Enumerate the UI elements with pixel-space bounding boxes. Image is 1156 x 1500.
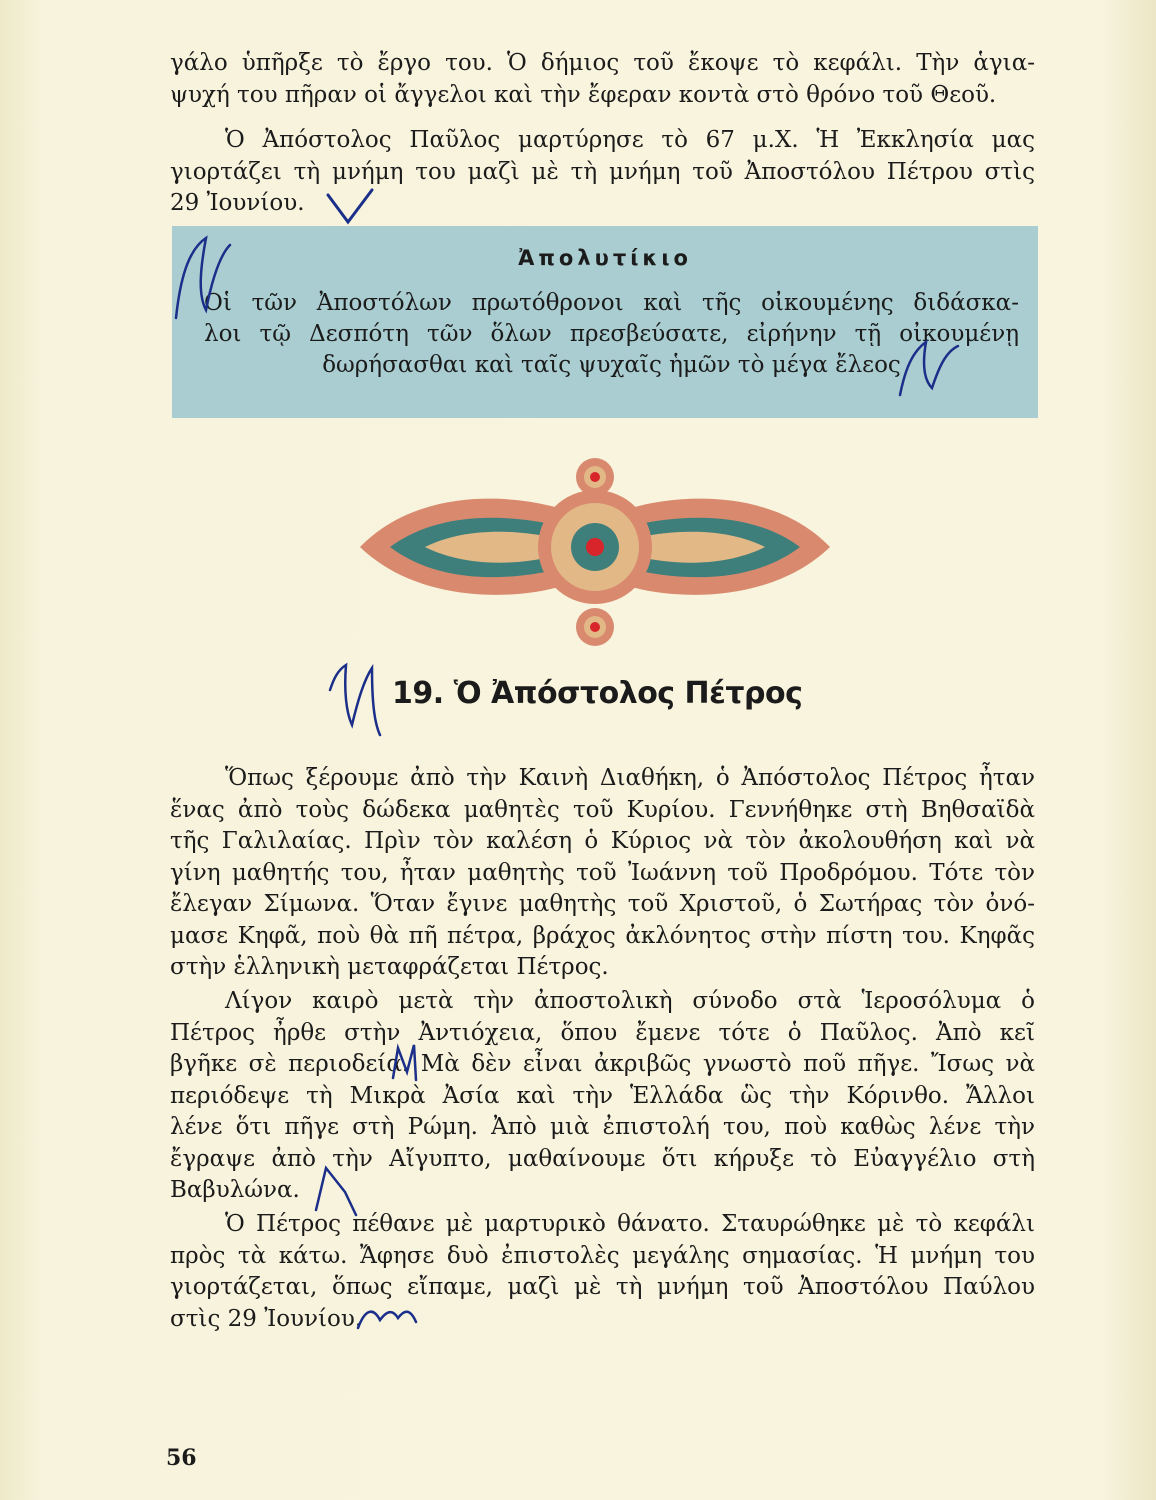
body-paragraph-3 [170, 1209, 1035, 1335]
ornament-right-wing [625, 499, 830, 595]
text-line: Λίγον καιρὸ μετὰ τὴν ἀποστολικὴ σύνοδο στὰ Ἱεροσόλυμα ὁ [225, 988, 1035, 1014]
intro-paragraph-2 [170, 125, 1035, 220]
ornament-illustration [350, 455, 840, 675]
text-line: γίνη μαθητής του, ἦταν μαθητὴς τοῦ Ἰωάννη τοῦ Προδρόμου. Τότε τὸν [170, 859, 1035, 886]
body-paragraph-1 [170, 763, 1035, 984]
ornament-left-wing [360, 499, 565, 595]
apolytikio-title: Ἀπολυτίκιο [518, 246, 692, 270]
ornament-top-disc [576, 458, 614, 496]
page-number: 56 [166, 1445, 197, 1471]
body-paragraph-2 [170, 986, 1035, 1207]
section-title: 19. Ὁ Ἀπόστολος Πέτρος [392, 676, 803, 711]
text-line: λένε ὅτι πῆγε στὴ Ρώμη. Ἀπὸ μιὰ ἐπιστολή του, ποὺ καθὼς λένε τὴν [170, 1114, 1035, 1140]
text-line: στὴν ἑλληνικὴ μεταφράζεται Πέτρος. [170, 954, 609, 980]
text-line: ἔγραψε ἀπὸ τὴν Αἴγυπτο, μαθαίνουμε ὅτι κήρυξε τὸ Εὐαγγέλιο στὴ [170, 1145, 1035, 1172]
text-line: τῆς Γαλιλαίας. Πρὶν τὸν καλέση ὁ Κύριος νὰ τὸν ἀκολουθήση καὶ νὰ [170, 828, 1035, 854]
text-line: ἕνας ἀπὸ τοὺς δώδεκα μαθητὲς τοῦ Κυρίου. Γεννήθηκε στὴ Βηθσαϊδὰ [170, 796, 1035, 823]
text-line: στὶς 29 Ἰουνίου. [170, 1305, 363, 1332]
text-line: Οἱ τῶν Ἀποστόλων πρωτόθρονοι καὶ τῆς οἰκουμένης διδάσκα- [204, 290, 1019, 316]
text-line: Πέτρος ἦρθε στὴν Ἀντιόχεια, ὅπου ἔμενε τότε ὁ Παῦλος. Ἀπὸ κεῖ [170, 1019, 1035, 1046]
text-line: Βαβυλώνα. [170, 1177, 300, 1203]
text-line: περιόδεψε τὴ Μικρὰ Ἀσία καὶ τὴν Ἑλλάδα ὣς τὴν Κόρινθο. Ἄλλοι [170, 1082, 1035, 1109]
ornament-center-disc [538, 490, 652, 604]
apolytikio-box [172, 226, 1038, 418]
text-line: δωρήσασθαι καὶ ταῖς ψυχαῖς ἡμῶν τὸ μέγα ἔλεος [322, 352, 901, 378]
apolytikio-text [204, 288, 1019, 381]
text-line: μασε Κηφᾶ, ποὺ θὰ πῆ πέτρα, βράχος ἀκλόνητος στὴν πίστη του. Κηφᾶς [170, 922, 1035, 949]
text-line: Ὅπως ξέρουμε ἀπὸ τὴν Καινὴ Διαθήκη, ὁ Ἀπόστολος Πέτρος ἦταν [225, 765, 1035, 791]
ornament-bottom-disc [576, 608, 614, 646]
text-line: γιορτάζει τὴ μνήμη του μαζὶ μὲ τὴ μνήμη τοῦ Ἀποστόλου Πέτρου στὶς [170, 158, 1035, 185]
text-line: λοι τῷ Δεσπότη τῶν ὅλων πρεσβεύσατε, εἰρήνην τῇ οἰκουμένῃ [204, 321, 1019, 347]
text-line: γάλο ὑπῆρξε τὸ ἔργο του. Ὁ δήμιος τοῦ ἔκοψε τὸ κεφάλι. Τὴν ἁγια- [170, 50, 1035, 76]
text-line: ψυχή του πῆραν οἱ ἄγγελοι καὶ τὴν ἔφεραν κοντὰ στὸ θρόνο τοῦ Θεοῦ. [170, 81, 997, 108]
text-line: βγῆκε σὲ περιοδεία. Μὰ δὲν εἶναι ἀκριβῶς γνωστὸ ποῦ πῆγε. Ἴσως νὰ [170, 1051, 1035, 1077]
text-line: 29 Ἰουνίου. [170, 190, 305, 216]
text-line: Ὁ Ἀπόστολος Παῦλος μαρτύρησε τὸ 67 μ.Χ. Ἡ Ἐκκλησία μας [225, 127, 1035, 153]
text-line: γιορτάζεται, ὅπως εἴπαμε, μαζὶ μὲ τὴ μνήμη τοῦ Ἀποστόλου Παύλου [170, 1274, 1035, 1300]
text-line: ἔλεγαν Σίμωνα. Ὅταν ἔγινε μαθητὴς τοῦ Χριστοῦ, ὁ Σωτήρας τὸν ὀνό- [170, 891, 1035, 917]
text-line: πρὸς τὰ κάτω. Ἄφησε δυὸ ἐπιστολὲς μεγάλης σημασίας. Ἡ μνήμη του [170, 1242, 1035, 1269]
text-line: Ὁ Πέτρος πέθανε μὲ μαρτυρικὸ θάνατο. Σταυρώθηκε μὲ τὸ κεφάλι [225, 1211, 1035, 1237]
intro-paragraph-1 [170, 48, 1035, 111]
